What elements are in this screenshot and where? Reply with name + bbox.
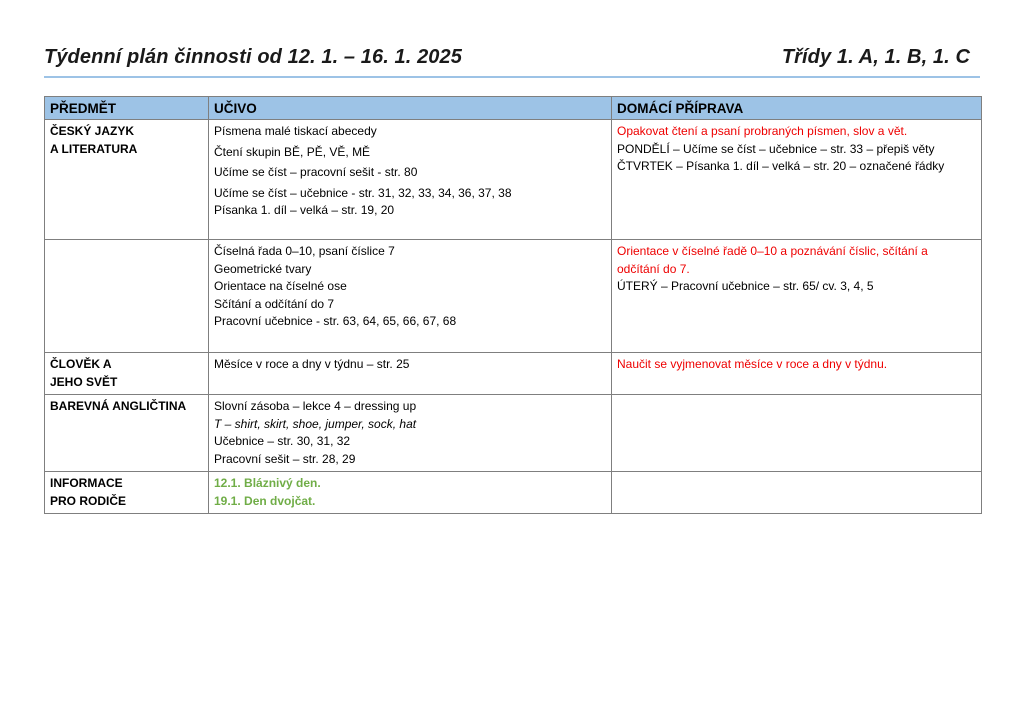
subject-cell [45, 240, 209, 353]
page-title: Týdenní plán činnosti od 12. 1. – 16. 1. 2025 [44, 46, 462, 68]
content-line: Pracovní učebnice - str. 63, 64, 65, 66, 67, 68 [214, 314, 457, 328]
content-cell [209, 353, 612, 395]
content-line: Pracovní sešit – str. 28, 29 [214, 451, 356, 466]
content-line: Slovní zásoba – lekce 4 – dressing up [214, 399, 417, 413]
homework-note-red: Orientace v číselné řadě 0–10 a poznávání číslic, sčítání a [617, 244, 928, 258]
info-line: 12.1. Bláznivý den. [214, 476, 321, 490]
content-line: Učíme se číst – učebnice - str. 31, 32, 33, 34, 36, 37, 38 [214, 185, 512, 200]
homework-note-red: Opakovat čtení a psaní probraných písmen, slov a vět. [617, 124, 908, 138]
column-header-content: UČIVO [209, 97, 612, 120]
content-line: T – shirt, skirt, shoe, jumper, sock, hat [214, 416, 417, 431]
subject-cell [45, 120, 209, 240]
classes-label: Třídy 1. A, 1. B, 1. C [781, 46, 970, 68]
page-header [44, 46, 980, 78]
content-cell [209, 120, 612, 240]
subject-cell [45, 472, 209, 514]
content-line: Učebnice – str. 30, 31, 32 [214, 434, 351, 448]
info-line: 19.1. Den dvojčat. [214, 493, 316, 508]
homework-note-red: odčítání do 7. [617, 261, 690, 276]
subject-line: A LITERATURA [50, 141, 138, 156]
subject-line: BAREVNÁ ANGLIČTINA [50, 399, 187, 413]
homework-line: ČTVRTEK – Písanka 1. díl – velká – str. 20 – označené řádky [617, 159, 945, 173]
homework-line: ÚTERÝ – Pracovní učebnice – str. 65/ cv. 3, 4, 5 [617, 279, 874, 293]
subject-line: INFORMACE [50, 476, 123, 490]
homework-cell [612, 395, 982, 472]
column-header-subject: PŘEDMĚT [45, 97, 209, 120]
content-line: Geometrické tvary [214, 261, 312, 276]
column-header-homework: DOMÁCÍ PŘÍPRAVA [612, 97, 982, 120]
homework-cell [612, 120, 982, 240]
content-line: Orientace na číselné ose [214, 279, 347, 293]
content-line: Písmena malé tiskací abecedy [214, 124, 377, 138]
content-line: Číselná řada 0–10, psaní číslice 7 [214, 244, 395, 258]
content-line: Měsíce v roce a dny v týdnu – str. 25 [214, 357, 410, 371]
table-row-math [45, 240, 982, 353]
subject-line: PRO RODIČE [50, 493, 127, 508]
subject-line: ČLOVĚK A [50, 357, 112, 371]
table-row-world [45, 353, 982, 395]
homework-line: PONDĚLÍ – Učíme se číst – učebnice – str. 33 – přepiš věty [617, 141, 935, 156]
subject-line: ČESKÝ JAZYK [50, 124, 135, 138]
table-row-czech [45, 120, 982, 240]
table-row-english [45, 395, 982, 472]
weekly-plan-table [44, 96, 982, 514]
subject-line: JEHO SVĚT [50, 374, 118, 389]
homework-note-red: Naučit se vyjmenovat měsíce v roce a dny v týdnu. [617, 357, 888, 371]
subject-cell [45, 395, 209, 472]
table-header-row [45, 97, 982, 120]
content-cell [209, 472, 612, 514]
homework-cell [612, 353, 982, 395]
content-cell [209, 240, 612, 353]
homework-cell [612, 240, 982, 353]
homework-cell [612, 472, 982, 514]
table-row-parents-info [45, 472, 982, 514]
content-line: Písanka 1. díl – velká – str. 19, 20 [214, 203, 395, 217]
content-line: Sčítání a odčítání do 7 [214, 296, 335, 311]
content-line: Učíme se číst – pracovní sešit - str. 80 [214, 165, 418, 179]
content-cell [209, 395, 612, 472]
subject-cell [45, 353, 209, 395]
content-line: Čtení skupin BĚ, PĚ, VĚ, MĚ [214, 144, 371, 159]
